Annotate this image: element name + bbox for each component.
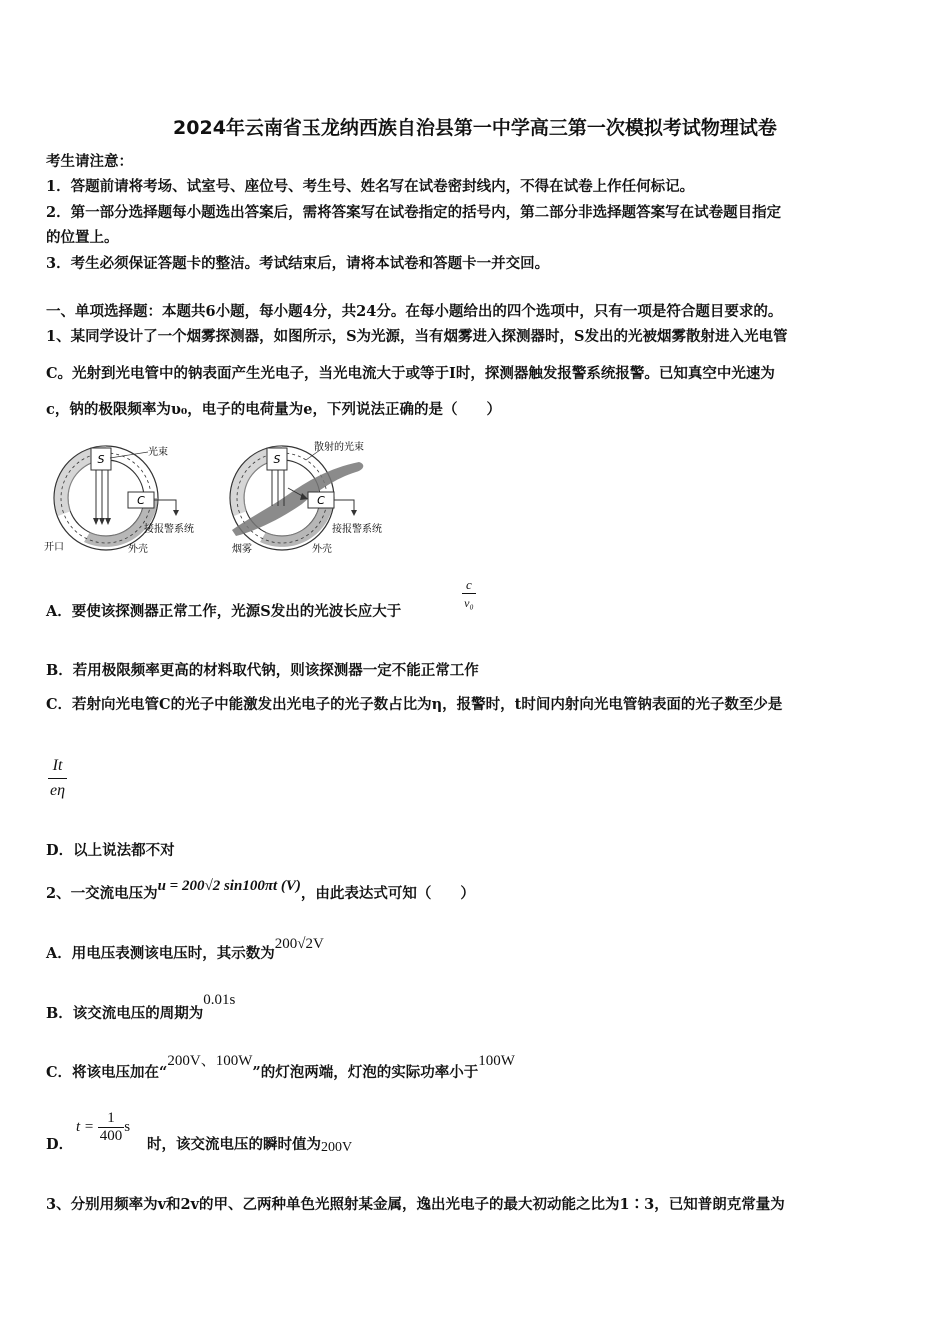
- notice-item: 的位置上。: [46, 229, 119, 246]
- q1-stem-line: 1、某同学设计了一个烟雾探测器，如图所示，S为光源，当有烟雾进入探测器时，S发出的光被烟雾散射进入光电管: [46, 328, 788, 345]
- notice-item: 1．答题前请将考场、试室号、座位号、考生号、姓名写在试卷密封线内，不得在试卷上作任何标记。: [46, 178, 695, 195]
- numerator: 1: [98, 1110, 125, 1128]
- detector-left: [44, 445, 194, 555]
- fraction-c-over-v0: [462, 577, 476, 611]
- label-c: C: [137, 494, 145, 507]
- option-text: 时，该交流电压的瞬时值为: [147, 1136, 321, 1153]
- numerator: It: [48, 757, 67, 779]
- smoke-detector-figure: [44, 438, 404, 558]
- notice-item: 2．第一部分选择题每小题选出答案后，需将答案写在试卷指定的括号内，第二部分非选择题答案写在试卷题目指定: [46, 204, 782, 221]
- option-value: 0.01s: [203, 992, 236, 1008]
- denominator: eη: [50, 782, 66, 799]
- option-text: A．用电压表测该电压时，其示数为: [46, 945, 275, 962]
- variable-t: t =: [76, 1118, 95, 1135]
- option-value: 100W: [478, 1053, 515, 1069]
- fraction-it-over-eeta: [48, 757, 67, 800]
- unit: s: [124, 1118, 131, 1135]
- label-s: S: [273, 453, 281, 466]
- label-alarm: 接报警系统: [144, 524, 194, 535]
- option-text: C．将该电压加在“: [46, 1064, 168, 1081]
- label-shell: 外壳: [312, 544, 332, 555]
- label-alarm: 接报警系统: [332, 524, 382, 535]
- q2-option-c: [46, 1053, 515, 1083]
- option-text: D．: [46, 1136, 74, 1153]
- q1-option-d: D．以上说法都不对: [46, 842, 175, 859]
- option-text: ”的灯泡两端，灯泡的实际功率小于: [252, 1064, 479, 1081]
- option-value: 200V: [321, 1140, 353, 1155]
- section-heading: 一、单项选择题：本题共6小题，每小题4分，共24分。在每小题给出的四个选项中，只有一项是符合题目要求的。: [46, 303, 783, 320]
- q2-stem: [46, 878, 475, 904]
- option-value: 200V、100W: [167, 1053, 253, 1069]
- fraction-1-over-400: [98, 1110, 125, 1145]
- notice-item: 3．考生必须保证答题卡的整洁。考试结束后，请将本试卷和答题卡一并交回。: [46, 255, 550, 272]
- q1-stem-line: C。光射到光电管中的钠表面产生光电子，当光电流大于或等于I时，探测器触发报警系统报警。已知真空中光速为: [46, 365, 775, 382]
- notice-heading: 考生请注意：: [46, 153, 133, 170]
- q2-option-d-formula: [76, 1110, 130, 1145]
- label-opening: 开口: [44, 542, 64, 553]
- label-scattered: 散射的光束: [314, 442, 364, 453]
- stem-text: 2、一交流电压为: [46, 885, 158, 902]
- label-beam: 光束: [148, 447, 168, 458]
- q3-stem-line: 3、分别用频率为v和2v的甲、乙两种单色光照射某金属，逸出光电子的最大初动能之比为1∶3，已知普朗克常量为: [46, 1196, 785, 1213]
- detector-right: [230, 440, 382, 555]
- label-c: C: [317, 494, 325, 507]
- q1-stem-line: c，钠的极限频率为υ₀，电子的电荷量为e，下列说法正确的是（ ）: [46, 401, 501, 418]
- q2-option-d-rest: [147, 1135, 352, 1156]
- label-smoke: 烟雾: [232, 544, 252, 555]
- q2-option-d: [46, 1135, 73, 1155]
- label-shell: 外壳: [128, 544, 148, 555]
- q1-option-b: B．若用极限频率更高的材料取代钠，则该探测器一定不能正常工作: [46, 662, 479, 679]
- denominator: v₀: [464, 596, 474, 610]
- stem-formula: u = 200√2 sin100πt (V): [157, 878, 301, 894]
- q2-option-b: [46, 992, 236, 1024]
- numerator: c: [462, 577, 476, 594]
- q1-option-c: C．若射向光电管C的光子中能激发出光电子的光子数占比为η，报警时，t时间内射向光电管钠表面的光子数至少是: [46, 696, 783, 713]
- q1-option-a: [46, 602, 401, 622]
- option-text: A．要使该探测器正常工作，光源S发出的光波长应大于: [46, 603, 402, 620]
- q2-option-a: [46, 936, 324, 964]
- label-s: S: [97, 453, 105, 466]
- page-title: 2024年云南省玉龙纳西族自治县第一中学高三第一次模拟考试物理试卷: [173, 117, 777, 139]
- option-value: 200√2V: [274, 936, 324, 952]
- denominator: 400: [99, 1128, 123, 1144]
- stem-text: ，由此表达式可知（ ）: [300, 885, 475, 902]
- option-text: B．该交流电压的周期为: [46, 1005, 204, 1022]
